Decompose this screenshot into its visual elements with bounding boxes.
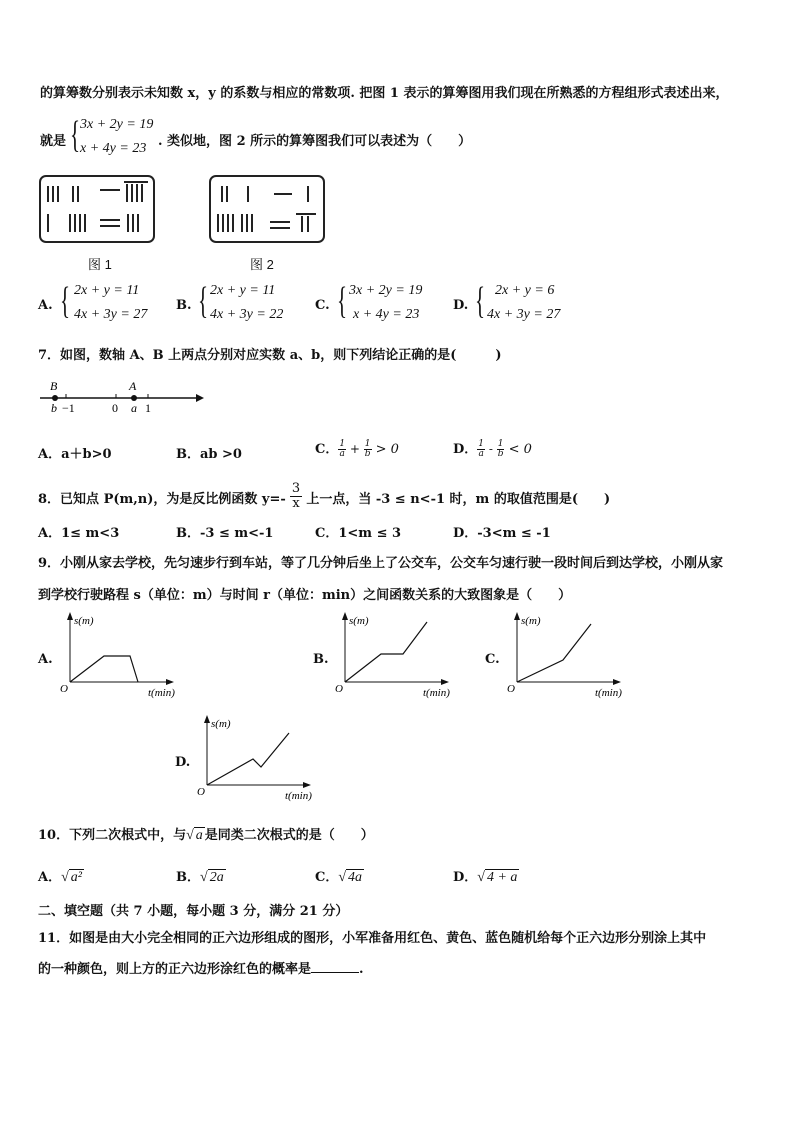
q6-option-a[interactable]	[38, 282, 168, 328]
q10-stem-sqrt: √ a	[186, 828, 203, 843]
q11-answer-blank[interactable]	[311, 960, 359, 973]
q6-option-b[interactable]	[176, 282, 306, 328]
q7-gt-zero: > 0	[371, 442, 399, 457]
q8-stem	[38, 478, 610, 514]
q9-line-1: 9．小刚从家去学校，先匀速步行到车站，等了几分钟后坐上了公交车，公交车匀速行驶一段时间后到达学校，小刚从家	[38, 556, 724, 571]
q9-graph-b-ylabel: s(m)	[349, 615, 369, 627]
q9-option-c-label: C.	[485, 652, 500, 667]
q6-option-b-eq1: 2x + y = 11	[210, 283, 276, 298]
q7-frac-1-over-a: $\frac{1}{a}$	[339, 439, 346, 459]
system-eq-2: x + 4y = 23	[80, 141, 147, 156]
figure-1-caption: 图 1	[88, 257, 112, 272]
q9-option-c[interactable]	[485, 612, 645, 702]
q7-label-neg1: −1	[62, 401, 75, 415]
q7-minus-sign: -	[485, 442, 497, 456]
q7-option-c-label: C．	[315, 442, 339, 457]
q8-option-d[interactable]: D．-3<m ≤ -1	[453, 526, 551, 541]
q6-option-d[interactable]	[453, 282, 583, 328]
q6-option-d-eq1: 2x + y = 6	[495, 283, 555, 298]
q10-option-a-sqrt: √ a²	[61, 870, 82, 885]
q9-graph-a-origin: O	[60, 683, 68, 695]
q8-stem-prefix: 8．已知点 P(m,n)，为是反比例函数 y=-	[38, 492, 286, 507]
q7-label-zero: 0	[112, 401, 118, 415]
q7-option-a[interactable]: A．a＋b>0	[38, 447, 112, 462]
q7-option-d-label: D．	[453, 442, 478, 457]
q7-stem: 7．如图，数轴 A、B 上两点分别对应实数 a、b，则下列结论正确的是( )	[38, 348, 502, 363]
q6-option-c-label: C.	[315, 298, 330, 313]
q10-option-d-radicand: 4 + a	[486, 870, 518, 885]
q11-line-2-text: 的一种颜色，则上方的正六边形涂红色的概率是	[38, 962, 312, 977]
section-2-heading: 二、填空题（共 7 小题，每小题 3 分，满分 21 分）	[38, 904, 349, 919]
figure-1	[38, 172, 158, 272]
q7-option-b[interactable]: B．ab >0	[176, 447, 242, 462]
q9-graph-a	[58, 612, 198, 702]
q11-line-2	[38, 958, 364, 977]
q9-line-2: 到学校行驶路程 s（单位：m）与时间 r（单位：min）之间函数关系的大致图象是（ ）	[38, 588, 572, 603]
q6-option-d-label: D.	[453, 298, 469, 313]
q6-option-b-brace: {	[198, 280, 209, 322]
q10-option-a[interactable]	[38, 866, 84, 886]
q9-graph-a-ylabel: s(m)	[74, 615, 94, 627]
q6-option-c[interactable]	[315, 282, 445, 328]
q9-graph-b-xlabel: t(min)	[423, 687, 450, 699]
q10-stem-radicand: a	[195, 828, 203, 843]
q6-option-d-eq2: 4x + 3y = 27	[487, 307, 561, 322]
q6-option-c-eq2: x + 4y = 23	[353, 307, 420, 322]
q7-label-one: 1	[145, 401, 151, 415]
q8-fraction	[290, 482, 302, 511]
intro-line-2-prefix: 就是	[40, 134, 67, 149]
counting-rods-figure-2	[208, 172, 328, 252]
q9-graph-a-xlabel: t(min)	[148, 687, 175, 699]
q8-stem-suffix: 上一点，当 -3 ≤ n<-1 时，m 的取值范围是( )	[306, 492, 611, 507]
q7-label-A: A	[129, 379, 137, 393]
q10-option-b-label: B．	[176, 870, 200, 885]
q11-line-1: 11．如图是由大小完全相同的正六边形组成的图形，小军准备用红色、黄色、蓝色随机给每个正六边形分别涂上其中	[38, 931, 707, 946]
intro-line-2-suffix: . 类似地，图 2 所示的算筹图我们可以表述为（ ）	[158, 134, 472, 149]
q10-option-c[interactable]	[315, 866, 364, 886]
q8-option-a[interactable]: A．1≤ m<3	[38, 526, 120, 541]
q6-option-a-brace: {	[60, 280, 71, 322]
figure-2-caption: 图 2	[250, 257, 274, 272]
q10-option-c-sqrt: √ 4a	[338, 870, 363, 885]
q7-option-d[interactable]	[453, 438, 532, 459]
q10-option-b-radicand: 2a	[209, 870, 224, 885]
q7-number-line	[36, 378, 206, 418]
q8-frac-den: x	[292, 496, 300, 511]
intro-line-1: 的算筹数分别表示未知数 x，y 的系数与相应的常数项. 把图 1 表示的算筹图用我们现在所熟悉的方程组形式表述出来，	[40, 86, 729, 101]
q8-option-c[interactable]: C．1<m ≤ 3	[315, 526, 402, 541]
system-eq-1: 3x + 2y = 19	[80, 117, 154, 132]
q7-lt-zero: < 0	[504, 442, 532, 457]
q6-option-b-eq2: 4x + 3y = 22	[210, 307, 284, 322]
q9-option-b[interactable]	[313, 612, 473, 702]
q10-option-c-label: C．	[315, 870, 339, 885]
q10-option-a-label: A．	[38, 870, 62, 885]
q10-option-b[interactable]	[176, 866, 226, 886]
q10-stem-prefix: 10．下列二次根式中，与	[38, 828, 187, 843]
q10-stem-suffix: 是同类二次根式的是（ ）	[204, 828, 374, 843]
q9-graph-d	[195, 715, 335, 805]
q9-graph-d-ylabel: s(m)	[211, 718, 231, 730]
q9-graph-b	[333, 612, 473, 702]
q6-option-b-label: B.	[176, 298, 192, 313]
counting-rods-figure-1	[38, 172, 158, 252]
q9-graph-c-ylabel: s(m)	[521, 615, 541, 627]
q6-option-a-label: A.	[38, 298, 53, 313]
q9-option-d-label: D.	[175, 755, 191, 770]
q9-graph-b-origin: O	[335, 683, 343, 695]
q9-graph-c-xlabel: t(min)	[595, 687, 622, 699]
q8-frac-num: 3	[291, 481, 301, 496]
q6-option-d-brace: {	[475, 280, 486, 322]
q7-frac-1-over-a-d: $\frac{1}{a}$	[478, 439, 485, 459]
q9-option-a-label: A.	[38, 652, 53, 667]
q7-label-b: b	[51, 401, 57, 415]
q9-option-b-label: B.	[313, 652, 329, 667]
q10-option-d[interactable]	[453, 866, 519, 886]
q10-option-a-radicand: a²	[70, 870, 82, 885]
q7-option-c[interactable]	[315, 438, 399, 459]
q9-graph-d-origin: O	[197, 786, 205, 798]
q9-graph-c-origin: O	[507, 683, 515, 695]
q10-option-d-sqrt: √ 4 + a	[477, 870, 518, 885]
q10-option-d-label: D．	[453, 870, 478, 885]
q6-option-c-eq1: 3x + 2y = 19	[349, 283, 423, 298]
q10-option-b-sqrt: √ 2a	[200, 870, 224, 885]
system-brace: {	[70, 114, 81, 156]
q9-graph-d-xlabel: t(min)	[285, 790, 312, 802]
q6-option-c-brace: {	[337, 280, 348, 322]
q9-option-a[interactable]	[38, 612, 198, 702]
q7-label-a: a	[131, 401, 137, 415]
q7-frac-1-over-b-d: $\frac{1}{b}$	[497, 439, 504, 459]
q10-stem	[38, 824, 374, 844]
q10-option-c-radicand: 4a	[348, 870, 363, 885]
q9-option-d[interactable]	[175, 715, 335, 805]
q11-line-2-end: .	[359, 962, 364, 977]
q7-frac-1-over-b: $\frac{1}{b}$	[364, 439, 371, 459]
q6-option-a-eq2: 4x + 3y = 27	[74, 307, 148, 322]
q9-graph-c	[505, 612, 645, 702]
figure-2	[208, 172, 328, 272]
q6-option-a-eq1: 2x + y = 11	[74, 283, 140, 298]
q7-label-B: B	[50, 379, 58, 393]
q8-option-b[interactable]: B．-3 ≤ m<-1	[176, 526, 274, 541]
q7-plus-sign: +	[346, 442, 364, 456]
